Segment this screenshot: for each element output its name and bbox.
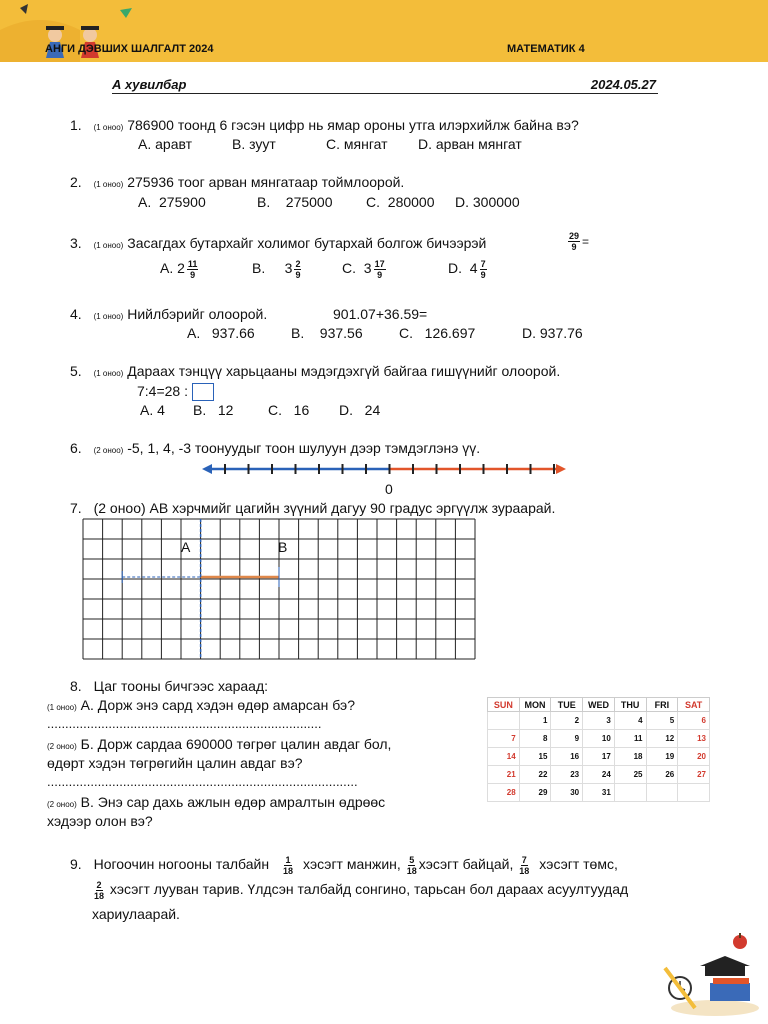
q5-option-a: А. 4 xyxy=(140,402,165,418)
calendar-day-cell: 5 xyxy=(646,712,678,730)
calendar-day-cell: 20 xyxy=(678,748,710,766)
point-b-label: В xyxy=(278,539,288,555)
header-title: АНГИ ДЭВШИХ ШАЛГАЛТ 2024 xyxy=(45,43,214,55)
calendar xyxy=(487,697,710,802)
q5-option-b: В. 12 xyxy=(193,402,234,418)
question-2 xyxy=(70,174,404,193)
calendar-day-cell: 22 xyxy=(519,766,551,784)
q4-option-a: А. 937.66 xyxy=(187,325,255,341)
calendar-day-header: WED xyxy=(583,698,615,712)
calendar-day-cell: 24 xyxy=(583,766,615,784)
points: (1 оноо) xyxy=(93,312,124,321)
arrow-right-icon xyxy=(556,464,566,474)
calendar-day-cell: 19 xyxy=(646,748,678,766)
calendar-day-cell: 26 xyxy=(646,766,678,784)
q3-option-b: В. 3 $\frac{2}{9}$ xyxy=(252,259,301,280)
calendar-week-row xyxy=(488,748,710,766)
q8-part-b: (2 оноо) Б. Дорж сардаа 690000 төгрөг цалин авдаг бол, xyxy=(47,736,392,752)
q8-part-a: (1 оноо) А. Дорж энэ сард хэдэн өдөр амарсан бэ? xyxy=(47,697,355,713)
calendar-day-cell: 4 xyxy=(614,712,646,730)
question-number: 2. xyxy=(70,174,82,190)
question-9: 9. Ногоочин ногооны талбайн $\frac{1}{18}$ хэсэгт манжин, $\frac{5}{18}$ хэсэгт байцай, $\frac{7}{18}$ хэсэгт төмс, xyxy=(70,855,618,876)
calendar-day-cell: 16 xyxy=(551,748,583,766)
calendar-week-row xyxy=(488,784,710,802)
points: (1 оноо) xyxy=(93,369,124,378)
q1-option-b: В. зуут xyxy=(232,136,276,152)
calendar-day-header: TUE xyxy=(551,698,583,712)
calendar-day-header: THU xyxy=(614,698,646,712)
q3-option-d: D. 4 $\frac{7}{9}$ xyxy=(448,259,486,280)
q8-part-b-line2: өдөрт хэдэн төгрөгийн цалин авдаг вэ? xyxy=(47,755,303,771)
calendar-day-cell: 2 xyxy=(551,712,583,730)
calendar-day-cell: 17 xyxy=(583,748,615,766)
calendar-day-cell: 30 xyxy=(551,784,583,802)
calendar-day-cell: 6 xyxy=(678,712,710,730)
question-text: -5, 1, 4, -3 тоонуудыг тоон шулуун дээр тэмдэглэнэ үү. xyxy=(127,440,481,456)
calendar-day-cell: 12 xyxy=(646,730,678,748)
calendar-day-header: MON xyxy=(519,698,551,712)
calendar-day-cell: 28 xyxy=(488,784,520,802)
q1-option-a: А. аравт xyxy=(138,136,193,152)
calendar-day-cell: 29 xyxy=(519,784,551,802)
variant-label: А хувилбар xyxy=(112,77,187,92)
question-number: 3. xyxy=(70,235,82,251)
calendar-day-cell: 10 xyxy=(583,730,615,748)
q3-option-c: С. 3 $\frac{17}{9}$ xyxy=(342,259,385,280)
calendar-day-cell: 8 xyxy=(519,730,551,748)
calendar-week-row xyxy=(488,712,710,730)
calendar-day-cell: 31 xyxy=(583,784,615,802)
q8-answer-line-b[interactable]: ...................................................................................... xyxy=(47,774,358,789)
calendar-day-cell: 25 xyxy=(614,766,646,784)
question-1 xyxy=(70,117,579,136)
question-text: 275936 тоог арван мянгатаар тоймлоорой. xyxy=(127,174,405,190)
question-text: (2 оноо) АВ хэрчмийг цагийн зүүний дагуу 90 градус эргүүлж зураарай. xyxy=(93,500,556,516)
question-text: 786900 тоонд 6 гэсэн цифр нь ямар ороны утга илэрхийлж байна вэ? xyxy=(127,117,579,133)
number-line[interactable] xyxy=(200,458,572,480)
calendar-day-cell: 23 xyxy=(551,766,583,784)
calendar-day-cell: 11 xyxy=(614,730,646,748)
question-number: 9. xyxy=(70,856,82,873)
question-5 xyxy=(70,363,560,382)
q3-fraction: $\frac{29}{9}$ = xyxy=(569,231,590,252)
calendar-day-header: SAT xyxy=(678,698,710,712)
question-3 xyxy=(70,235,486,254)
question-7 xyxy=(70,500,555,517)
points: (1 оноо) xyxy=(93,180,124,189)
points: (1 оноо) xyxy=(93,123,124,132)
calendar-day-header: SUN xyxy=(488,698,520,712)
calendar-day-cell: 18 xyxy=(614,748,646,766)
question-number: 5. xyxy=(70,363,82,379)
question-text: Засагдах бутархайг холимог бутархай болгож бичээрэй xyxy=(127,235,487,251)
q2-option-c: С. 280000 xyxy=(366,194,435,210)
question-number: 1. xyxy=(70,117,82,133)
calendar-day-cell xyxy=(646,784,678,802)
zero-label: 0 xyxy=(385,481,393,497)
calendar-day-header: FRI xyxy=(646,698,678,712)
q4-option-b: В. 937.56 xyxy=(291,325,363,341)
q2-option-d: D. 300000 xyxy=(455,194,520,210)
q8-part-c-line2: хэдээр олон вэ? xyxy=(47,813,153,829)
calendar-day-cell: 15 xyxy=(519,748,551,766)
question-8 xyxy=(70,678,268,695)
calendar-day-cell: 7 xyxy=(488,730,520,748)
question-9-line3: хариулаарай. xyxy=(92,906,180,922)
calendar-day-cell xyxy=(614,784,646,802)
q1-option-c: С. мянгат xyxy=(326,136,388,152)
exam-date: 2024.05.27 xyxy=(590,77,656,92)
q2-option-a: А. 275900 xyxy=(138,194,206,210)
q4-expression: 901.07+36.59= xyxy=(333,306,428,322)
header-subject: МАТЕМАТИК 4 xyxy=(507,43,585,55)
calendar-day-cell: 14 xyxy=(488,748,520,766)
question-text: Цаг тооны бичгээс хараад: xyxy=(93,678,268,694)
question-6 xyxy=(70,440,480,459)
q8-answer-line-a[interactable]: ............................................................................ xyxy=(47,716,322,731)
calendar-week-row xyxy=(488,730,710,748)
variant-row xyxy=(112,77,658,94)
question-text: Дараах тэнцүү харьцааны мэдэгдэхгүй байгаа гишүүнийг олоорой. xyxy=(127,363,561,379)
question-4 xyxy=(70,306,267,325)
question-number: 4. xyxy=(70,306,82,322)
calendar-day-cell xyxy=(678,784,710,802)
school-supplies-icon xyxy=(655,928,760,1020)
points: (2 оноо) xyxy=(93,446,124,455)
q3-option-a: А. 2 $\frac{11}{9}$ xyxy=(160,259,198,280)
calendar-day-cell: 3 xyxy=(583,712,615,730)
question-number: 8. xyxy=(70,678,82,694)
question-number: 7. xyxy=(70,500,82,516)
question-number: 6. xyxy=(70,440,82,456)
q5-option-d: D. 24 xyxy=(339,402,381,418)
calendar-day-cell: 27 xyxy=(678,766,710,784)
points: (1 оноо) xyxy=(93,241,124,250)
arrow-left-icon xyxy=(202,464,212,474)
q8-part-c: (2 оноо) В. Энэ сар дахь ажлын өдөр амралтын өдрөөс xyxy=(47,794,386,810)
calendar-week-row xyxy=(488,766,710,784)
q5-option-c: С. 16 xyxy=(268,402,310,418)
q4-option-d: D. 937.76 xyxy=(522,325,583,341)
point-a-label: А xyxy=(181,539,191,555)
calendar-day-cell xyxy=(488,712,520,730)
calendar-day-cell: 21 xyxy=(488,766,520,784)
calendar-day-cell: 13 xyxy=(678,730,710,748)
q5-answer-box[interactable] xyxy=(192,383,214,401)
q4-option-c: С. 126.697 xyxy=(399,325,476,341)
question-9-line2: $\frac{2}{18}$ хэсэгт лууван тарив. Үлдсэн талбайд сонгино, тарьсан бол дараах асуултуудад xyxy=(94,880,629,901)
question-text: Нийлбэрийг олоорой. xyxy=(127,306,268,322)
calendar-day-cell: 9 xyxy=(551,730,583,748)
calendar-day-cell: 1 xyxy=(519,712,551,730)
q5-expression: 7:4=28 : xyxy=(137,383,214,401)
q1-option-d: D. арван мянгат xyxy=(418,136,522,152)
q2-option-b: В. 275000 xyxy=(257,194,333,210)
